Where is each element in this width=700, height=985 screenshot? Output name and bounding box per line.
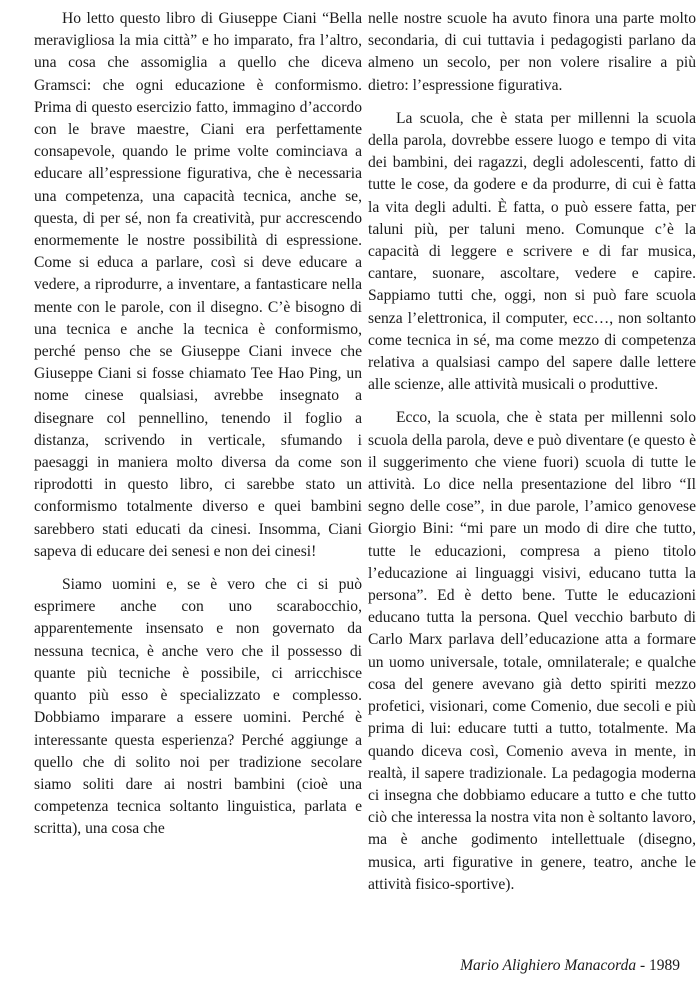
left-column [34, 8, 362, 841]
paragraph: Ecco, la scuola, che è stata per millenni solo scuola della parola, deve e può diventare (e questo è il suggerimento che viene fuori) scuola di tutte le attività. Lo dice nella presentazione del libro “Il segno delle cose”, in due parole, l’amico genovese Giorgio Bini: “mi pare un modo di dire che tutto, tutte le educazioni, compresa a pieno titolo l’educazione ai linguaggi visivi, educano tutta la persona”. Ed è detto bene. Tutte le educazioni educano tutta la persona. Quel vecchio barbuto di Carlo Marx parlava dell’educazione atta a formare un uomo universale, totale, omnilaterale; e qualche cosa del genere avevano già detto spiriti mezzo profetici, visionari, come Comenio, due secoli e più prima di lui: educare tutti a tutto, totalmente. Ma quando diceva così, Comenio aveva in mente, in realtà, il sapere tradizionale. La pedagogia moderna ci insegna che dobbiamo educare a tutto e che tutto ciò che interessa la nostra vita non è soltanto lavoro, ma è anche godimento intellettuale (disegno, musica, arti figurative in genere, teatro, anche le attività fisico-sportive). [368, 409, 696, 893]
author-name: Mario Alighiero Manacorda [460, 957, 637, 974]
right-column [368, 8, 696, 896]
signature-separator: - [636, 957, 649, 974]
paragraph: Ho letto questo libro di Giuseppe Ciani “Bella meravigliosa la mia città” e ho imparato, fra l’altro, una cosa che assomiglia a quello che diceva Gramsci: che ogni educazione è conformismo. Prima di questo esercizio fatto, immagino d’accordo con le brave maestre, Ciani era perfettamente consapevole, quando le prime volte cominciava a educare all’espressione figurativa, che è necessaria una competenza, una capacità tecnica, anche se, questa, di per sé, non fa creatività, pur accrescendo enormemente le nostre possibilità di espressione. Come si educa a parlare, così si deve educare a vedere, a riprodurre, a inventare, a fantasticare nella mente con le parole, con il disegno. C’è bisogno di una tecnica e anche la tecnica è conformismo, perché penso che se Giuseppe Ciani invece che Giuseppe Ciani si fosse chiamato Tee Hao Ping, un nome cinese qualsiasi, avrebbe insegnato a disegnare col pennellino, tenendo il foglio a distanza, scrivendo in verticale, sfumando i paesaggi in maniera molto diversa da come son riprodotti in questo libro, ci sarebbe stato un conformismo totalmente diverso e quei bambini sarebbero stati educati da cinesi. Insomma, Ciani sapeva di educare dei senesi e non dei cinesi! [34, 10, 362, 560]
signature [460, 956, 680, 976]
publication-year: 1989 [649, 957, 680, 974]
paragraph: La scuola, che è stata per millenni la scuola della parola, dovrebbe essere luogo e tempo di vita dei bambini, dei ragazzi, degli adolescenti, fatto di tutte le cose, da godere e da produrre, di cui è fatta la vita degli adulti. È fatta, o può essere fatta, per taluni più, per taluni meno. Comunque c’è la capacità di leggere e scrivere e di far musica, cantare, suonare, ascoltare, vedere e capire. Sappiamo tutti che, oggi, non si può fare scuola senza l’elettronica, il computer, ecc…, non soltanto come tecnica in sé, ma come mezzo di competenza relativa a qualsiasi campo del sapere dalle lettere alle scienze, alle attività musicali o produttive. [368, 109, 696, 394]
paragraph-continuation: nelle nostre scuole ha avuto finora una parte molto secondaria, di cui tuttavia i pedagogisti parlano da almeno un secolo, per non volere risalire a più dietro: l’espressione figurativa. [368, 10, 696, 94]
paragraph: Siamo uomini e, se è vero che ci si può esprimere anche con uno scarabocchio, apparentemente insensato e non governato da nessuna tecnica, è anche vero che il possesso di quante più tecniche è possibile, ci arricchisce quanto più esso è specializzato e complesso. Dobbiamo imparare a essere uomini. Perché è interessante questa esperienza? Perché aggiunge a quello che di solito noi per tradizione secolare siamo soliti dare ai nostri bambini (cioè una competenza tecnica soltanto linguistica, parlata e scritta), una cosa che [34, 576, 362, 838]
